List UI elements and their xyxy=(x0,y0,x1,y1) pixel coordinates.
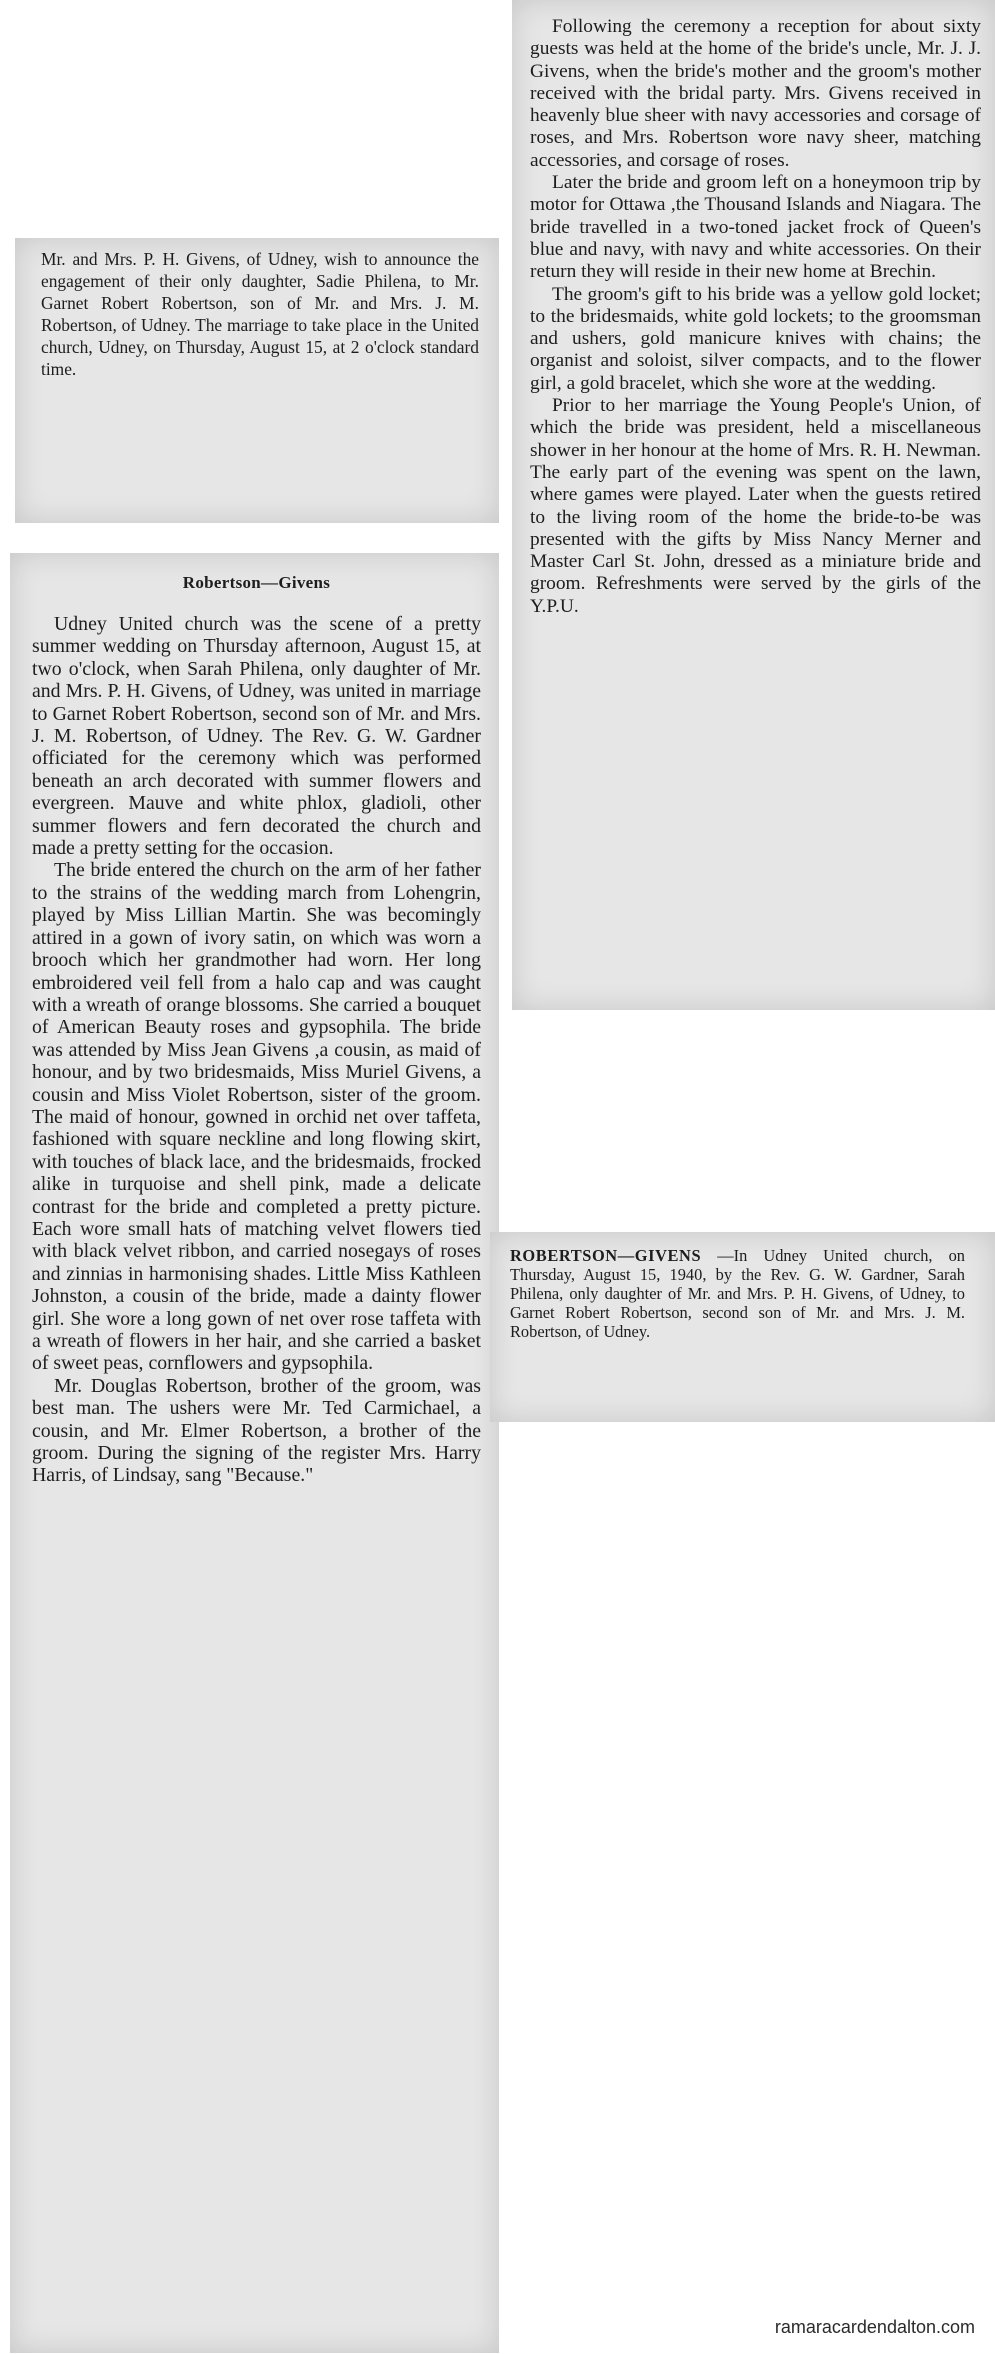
marriage-notice-headline: ROBERTSON—GIVENS xyxy=(510,1246,702,1265)
marriage-notice-body: —In Udney United church, on Thursday, August 15, 1940, by the Rev. G. W. Gardner, Sarah Philena, only daughter of Mr. and Mrs. P. H. Givens, of Udney, to Garnet Robert Robertson, second son of Mr. and Mrs. J. M. Robertson, of Udney. xyxy=(510,1246,965,1341)
engagement-announcement-text: Mr. and Mrs. P. H. Givens, of Udney, wish to announce the engagement of their only daughter, Sadie Philena, to Mr. Garnet Robert Robertson, son of Mr. and Mrs. J. M. Robertson, of Udney. The marriage to take place in the United church, Udney, on Thursday, August 15, at 2 o'clock standard time. xyxy=(41,249,479,379)
article-paragraph: Later the bride and groom left on a honeymoon trip by motor for Ottawa ,the Thousand Islands and Niagara. The bride travelled in a two-toned jacket frock of Queen's blue and navy, with navy and white accessories. On their return they will reside in their new home at Brechin. xyxy=(530,172,981,283)
article-paragraph: Mr. Douglas Robertson, brother of the groom, was best man. The ushers were Mr. Ted Carmichael, a cousin, and Mr. Elmer Robertson, a brother of the groom. During the signing of the register Mrs. Harry Harris, of Lindsay, sang "Because." xyxy=(32,1374,481,1487)
article-paragraph: Udney United church was the scene of a pretty summer wedding on Thursday afternoon, August 15, at two o'clock, when Sarah Philena, only daughter of Mr. and Mrs. P. H. Givens, of Udney, was united in marriage to Garnet Robert Robertson, second son of Mr. and Mrs. J. M. Robertson, of Udney. The Rev. G. W. Gardner officiated for the ceremony which was performed beneath an arch decorated with summer flowers and evergreen. Mauve and white phlox, gladioli, other summer flowers and fern decorated the church and made a pretty setting for the occasion. xyxy=(32,613,481,860)
wedding-article-body xyxy=(32,613,481,1487)
article-paragraph: The bride entered the church on the arm of her father to the strains of the wedding march from Lohengrin, played by Miss Lillian Martin. She was becomingly attired in a gown of ivory satin, on which was worn a brooch which her grandmother had worn. Her long embroidered veil fell from a halo cap and was caught with a wreath of orange blossoms. She carried a bouquet of American Beauty roses and gypsophila. The bride was attended by Miss Jean Givens ,a cousin, as maid of honour, and by two bridesmaids, Miss Muriel Givens, a cousin and Miss Violet Robertson, sister of the groom. The maid of honour, gowned in orchid net over taffeta, fashioned with square neckline and long flowing skirt, with touches of black lace, and the bridesmaids, frocked alike in turquoise and shell pink, made a delicate contrast for the bride and completed a pretty picture. Each wore small hats of matching velvet flowers tied with black velvet ribbon, and carried nosegays of roses and zinnias in harmonising shades. Little Miss Kathleen Johnston, a cousin of the bride, made a dainty flower girl. She wore a long gown of net over rose taffeta with a wreath of flowers in her hair, and she carried a basket of sweet peas, cornflowers and gypsophila. xyxy=(32,859,481,1375)
wedding-article-clipping xyxy=(10,553,499,2353)
reception-article-clipping xyxy=(512,0,995,1010)
article-paragraph: The groom's gift to his bride was a yellow gold locket; to the bridesmaids, white gold lockets; to the groomsman and ushers, gold manicure knives with chains; the organist and soloist, silver compacts, and to the flower girl, a gold bracelet, which she wore at the wedding. xyxy=(530,283,981,394)
wedding-article-headline: Robertson—Givens xyxy=(182,573,331,592)
engagement-announcement-clipping xyxy=(15,238,499,523)
marriage-notice-clipping xyxy=(490,1232,995,1422)
article-paragraph: Prior to her marriage the Young People's Union, of which the bride was president, held a miscellaneous shower in her honour at the home of Mrs. R. H. Newman. The early part of the evening was spent on the lawn, where games were played. Later when the guests retired to the living room of the home the bride-to-be was presented with the gifts by Miss Nancy Merner and Master Carl St. John, dressed as a miniature bride and groom. Refreshments were served by the girls of the Y.P.U. xyxy=(530,395,981,617)
site-watermark: ramaracardendalton.com xyxy=(774,2317,975,2337)
reception-article-body xyxy=(530,16,981,618)
article-paragraph: Following the ceremony a reception for about sixty guests was held at the home of the bride's uncle, Mr. J. J. Givens, when the bride's mother and the groom's mother received with the bridal party. Mrs. Givens received in heavenly blue sheer with navy accessories and corsage of roses, and Mrs. Robertson wore navy sheer, matching accessories, and corsage of roses. xyxy=(530,16,981,171)
marriage-notice-text xyxy=(510,1246,965,1341)
